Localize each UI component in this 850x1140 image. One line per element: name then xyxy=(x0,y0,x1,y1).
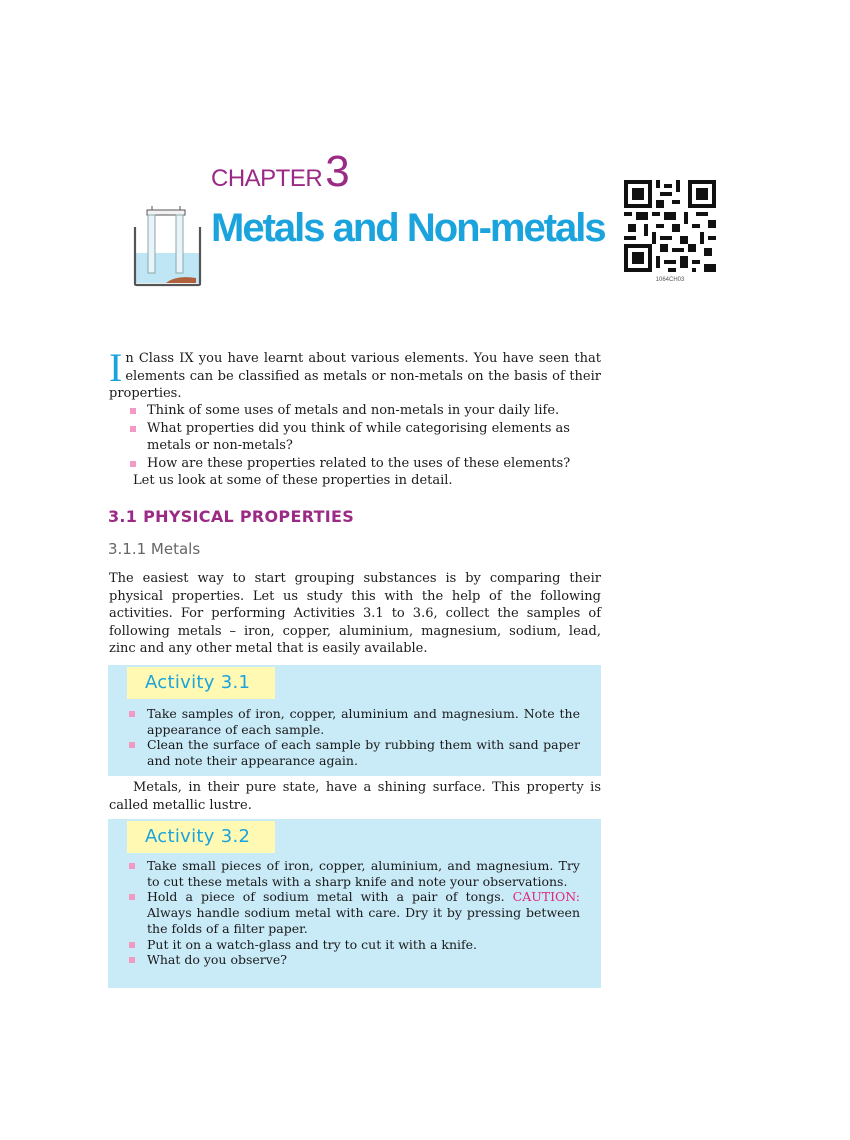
list-item: Put it on a watch-glass and try to cut it with a knife. xyxy=(108,937,580,953)
activity-list xyxy=(108,858,580,968)
metals-paragraph: The easiest way to start grouping substances is by comparing their physical properties. Let us study this with the help of the following activities. For performing Activities 3.1 to 3.6, collect the samples of following metals – iron, copper, aluminium, magnesium, sodium, lead, zinc and any other metal that is easily available. xyxy=(109,571,601,656)
intro-closing: Let us look at some of these properties in detail. xyxy=(133,473,453,488)
intro-paragraph xyxy=(109,345,601,403)
chapter-title: Metals and Non-metals xyxy=(211,206,605,250)
subsection-heading: 3.1.1 Metals xyxy=(108,540,201,558)
chapter-number: 3 xyxy=(325,147,350,196)
list-item: Take samples of iron, copper, aluminium and magnesium. Note the appearance of each sample. xyxy=(108,706,580,737)
list-item: What properties did you think of while categorising elements as metals or non-metals? xyxy=(109,420,589,455)
list-item: What do you observe? xyxy=(108,952,580,968)
qr-code-icon xyxy=(624,180,716,272)
list-item: Hold a piece of sodium metal with a pair of tongs. CAUTION: Always handle sodium metal with care. Dry it by pressing between the folds of a filter paper. xyxy=(108,889,580,936)
beaker-icon xyxy=(130,205,205,290)
section-heading: 3.1 PHYSICAL PROPERTIES xyxy=(108,507,355,526)
qr-code-label: 1064CH03 xyxy=(655,277,685,283)
bullet-icon xyxy=(129,863,135,869)
chapter-word: CHAPTER xyxy=(211,165,323,192)
bullet-icon xyxy=(130,426,136,432)
bullet-icon xyxy=(129,711,135,717)
intro-question-list xyxy=(109,402,589,472)
bullet-icon xyxy=(130,408,136,414)
lustre-paragraph: Metals, in their pure state, have a shining surface. This property is called metallic lustre. xyxy=(109,780,601,813)
bullet-icon xyxy=(129,894,135,900)
list-item: How are these properties related to the uses of these elements? xyxy=(109,455,589,473)
activity-box-3-2 xyxy=(108,819,601,988)
list-item: Take small pieces of iron, copper, aluminium, and magnesium. Try to cut these metals with a sharp knife and note your observations. xyxy=(108,858,580,889)
drop-cap: I xyxy=(109,345,123,390)
bullet-icon xyxy=(129,957,135,963)
activity-list xyxy=(108,706,580,769)
caution-label: CAUTION: xyxy=(512,889,580,905)
activity-title: Activity 3.1 xyxy=(127,667,275,699)
list-item: Clean the surface of each sample by rubbing them with sand paper and note their appearance again. xyxy=(108,737,580,768)
bullet-icon xyxy=(129,942,135,948)
list-item: Think of some uses of metals and non-metals in your daily life. xyxy=(109,402,589,420)
chapter-label xyxy=(211,147,350,196)
activity-box-3-1 xyxy=(108,665,601,776)
bullet-icon xyxy=(129,742,135,748)
bullet-icon xyxy=(130,461,136,467)
intro-text: n Class IX you have learnt about various elements. You have seen that elements can be classified as metals or non-metals on the basis of their properties. xyxy=(109,351,601,401)
activity-title: Activity 3.2 xyxy=(127,821,275,853)
